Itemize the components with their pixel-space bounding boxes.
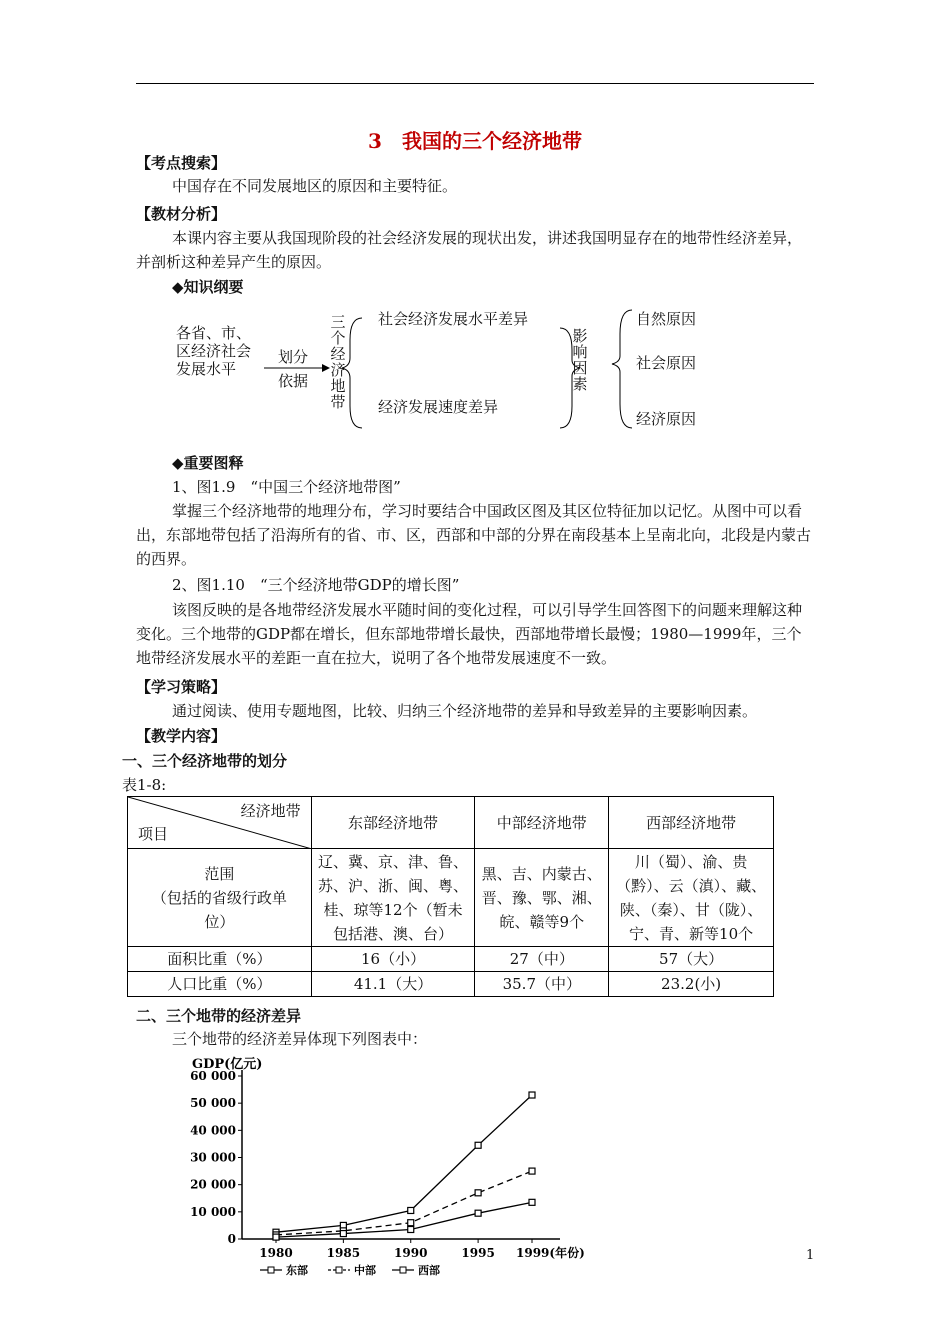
corner-bottom-label: 项目 (138, 825, 169, 843)
arrow-label-top: 划分 (278, 348, 309, 366)
data-point (475, 1210, 481, 1216)
data-point (408, 1226, 414, 1232)
data-point (408, 1220, 414, 1226)
data-point (529, 1199, 535, 1205)
zones-table (127, 796, 774, 997)
legend-marker-0 (268, 1267, 274, 1273)
jiaocai-heading: 【教材分析】 (136, 205, 227, 223)
table-row (128, 947, 774, 972)
tushi-2-text: 该图反映的是各地带经济发展水平随时间的变化过程，可以引导学生回答图下的问题来理解这种变化。三个地带的GDP都在增长，但东部地带增长最快，西部地带增长最慢；1980—1999年，三个地带经济发展水平的差距一直在拉大，说明了各个地带发展速度不一致。 (136, 601, 803, 667)
reason-social: 社会原因 (636, 354, 697, 372)
data-point (475, 1142, 481, 1148)
corner-top-label: 经济地带 (240, 802, 301, 820)
page-title: 3 我国的三个经济地带 (368, 129, 582, 153)
table-cell: 川（蜀）、渝、贵 （黔）、云（滇）、藏、 陕、（秦）、甘（陇）、 宁、青、新等10个 (609, 849, 774, 947)
x-tick-label: 1999(年份) (516, 1246, 585, 1260)
table-row (128, 972, 774, 997)
kaodian-heading: 【考点搜索】 (136, 154, 227, 172)
page-number: 1 (806, 1248, 815, 1263)
tushi-1-label: 1、图1.9 “中国三个经济地带图” (172, 478, 401, 496)
arrow-label-bottom: 依据 (278, 372, 309, 390)
column-header: 东部经济地带 (311, 797, 475, 849)
x-tick-label: 1985 (326, 1246, 361, 1260)
series-line-1 (276, 1171, 532, 1235)
series-line-2 (276, 1202, 532, 1237)
legend-label-2: 西部 (418, 1264, 440, 1277)
legend-label-0: 东部 (286, 1264, 308, 1277)
row-label: 范围 （包括的省级行政单 位） (128, 849, 312, 947)
part1-heading: 一、三个经济地带的划分 (122, 752, 288, 770)
xuexi-text: 通过阅读、使用专题地图，比较、归纳三个经济地带的差异和导致差异的主要影响因素。 (172, 702, 758, 720)
gdp-line-chart (180, 1050, 640, 1282)
reason-economic: 经济原因 (636, 410, 697, 428)
part2-heading: 二、三个地带的经济差异 (136, 1007, 302, 1025)
tushi-2-label: 2、图1.10 “三个经济地带GDP的增长图” (172, 576, 460, 594)
series-line-0 (276, 1095, 532, 1232)
xuexi-heading: 【学习策略】 (136, 678, 227, 696)
knowledge-outline-diagram (136, 300, 816, 440)
legend-marker-1 (336, 1267, 342, 1273)
data-point (340, 1231, 346, 1237)
y-tick-label: 10 000 (190, 1204, 236, 1219)
legend-label-1: 中部 (354, 1264, 376, 1277)
legend-marker-2 (400, 1267, 406, 1273)
y-tick-label: 50 000 (190, 1096, 236, 1111)
y-tick-label: 60 000 (190, 1069, 236, 1083)
data-point (529, 1092, 535, 1098)
table-cell: 23.2(小) (609, 972, 774, 997)
y-tick-label: 30 000 (190, 1150, 236, 1165)
factor-brace (612, 310, 632, 428)
table-corner-cell (128, 797, 312, 849)
table-label: 表1-8: (122, 776, 167, 794)
zhishi-heading: ◆知识纲要 (172, 278, 244, 296)
table-row (128, 849, 774, 947)
part2-text: 三个地带的经济差异体现下列图表中： (172, 1030, 428, 1048)
table-cell: 黑、吉、内蒙古、 晋、豫、鄂、湘、 皖、赣等9个 (475, 849, 609, 947)
diff-bottom: 经济发展速度差异 (378, 398, 499, 416)
x-tick-label: 1990 (394, 1246, 428, 1260)
jiaoxue-heading: 【教学内容】 (136, 727, 227, 745)
table-cell: 57（大） (609, 947, 774, 972)
table-cell: 41.1（大） (311, 972, 475, 997)
y-tick-label: 0 (227, 1232, 236, 1246)
y-tick-label: 40 000 (190, 1123, 236, 1138)
table-cell: 27（中） (475, 947, 609, 972)
tushi-heading: ◆重要图释 (172, 454, 244, 472)
data-point (529, 1168, 535, 1174)
x-tick-label: 1995 (461, 1246, 495, 1260)
diff-top: 社会经济发展水平差异 (378, 310, 529, 328)
table-cell: 35.7（中） (475, 972, 609, 997)
y-tick-label: 20 000 (190, 1177, 236, 1192)
header-rule (136, 83, 814, 84)
y-axis-label: GDP(亿元) (192, 1057, 263, 1072)
column-header: 中部经济地带 (475, 797, 609, 849)
column-header: 西部经济地带 (609, 797, 774, 849)
data-point (408, 1207, 414, 1213)
reason-natural: 自然原因 (636, 310, 697, 328)
jiaocai-text: 本课内容主要从我国现阶段的社会经济发展的现状出发，讲述我国明显存在的地带性经济差异，并剖析这种差异产生的原因。 (136, 229, 803, 271)
table-cell: 16（小） (311, 947, 475, 972)
diagram-left-text: 各省、市、区经济社会发展水平 (176, 324, 252, 378)
row-label: 面积比重（%） (128, 947, 312, 972)
factors-vertical: 影 响 因 素 (572, 327, 588, 393)
x-tick-label: 1980 (259, 1246, 293, 1260)
data-point (475, 1190, 481, 1196)
three-zones-vertical: 三 个 经 济 地 带 (330, 313, 346, 411)
arrow-head-icon (322, 364, 330, 372)
tushi-1-text: 掌握三个经济地带的地理分布，学习时要结合中国政区图及其区位特征加以记忆。从图中可以看出，东部地带包括了沿海所有的省、市、区，西部和中部的分界在南段基本上呈南北向，北段是内蒙古的西界。 (136, 502, 812, 568)
kaodian-text: 中国存在不同发展地区的原因和主要特征。 (172, 177, 458, 195)
row-label: 人口比重（%） (128, 972, 312, 997)
table-cell: 辽、冀、京、津、鲁、 苏、沪、浙、闽、粤、 桂、琼等12个（暂未 包括港、澳、台） (311, 849, 475, 947)
data-point (273, 1234, 279, 1240)
